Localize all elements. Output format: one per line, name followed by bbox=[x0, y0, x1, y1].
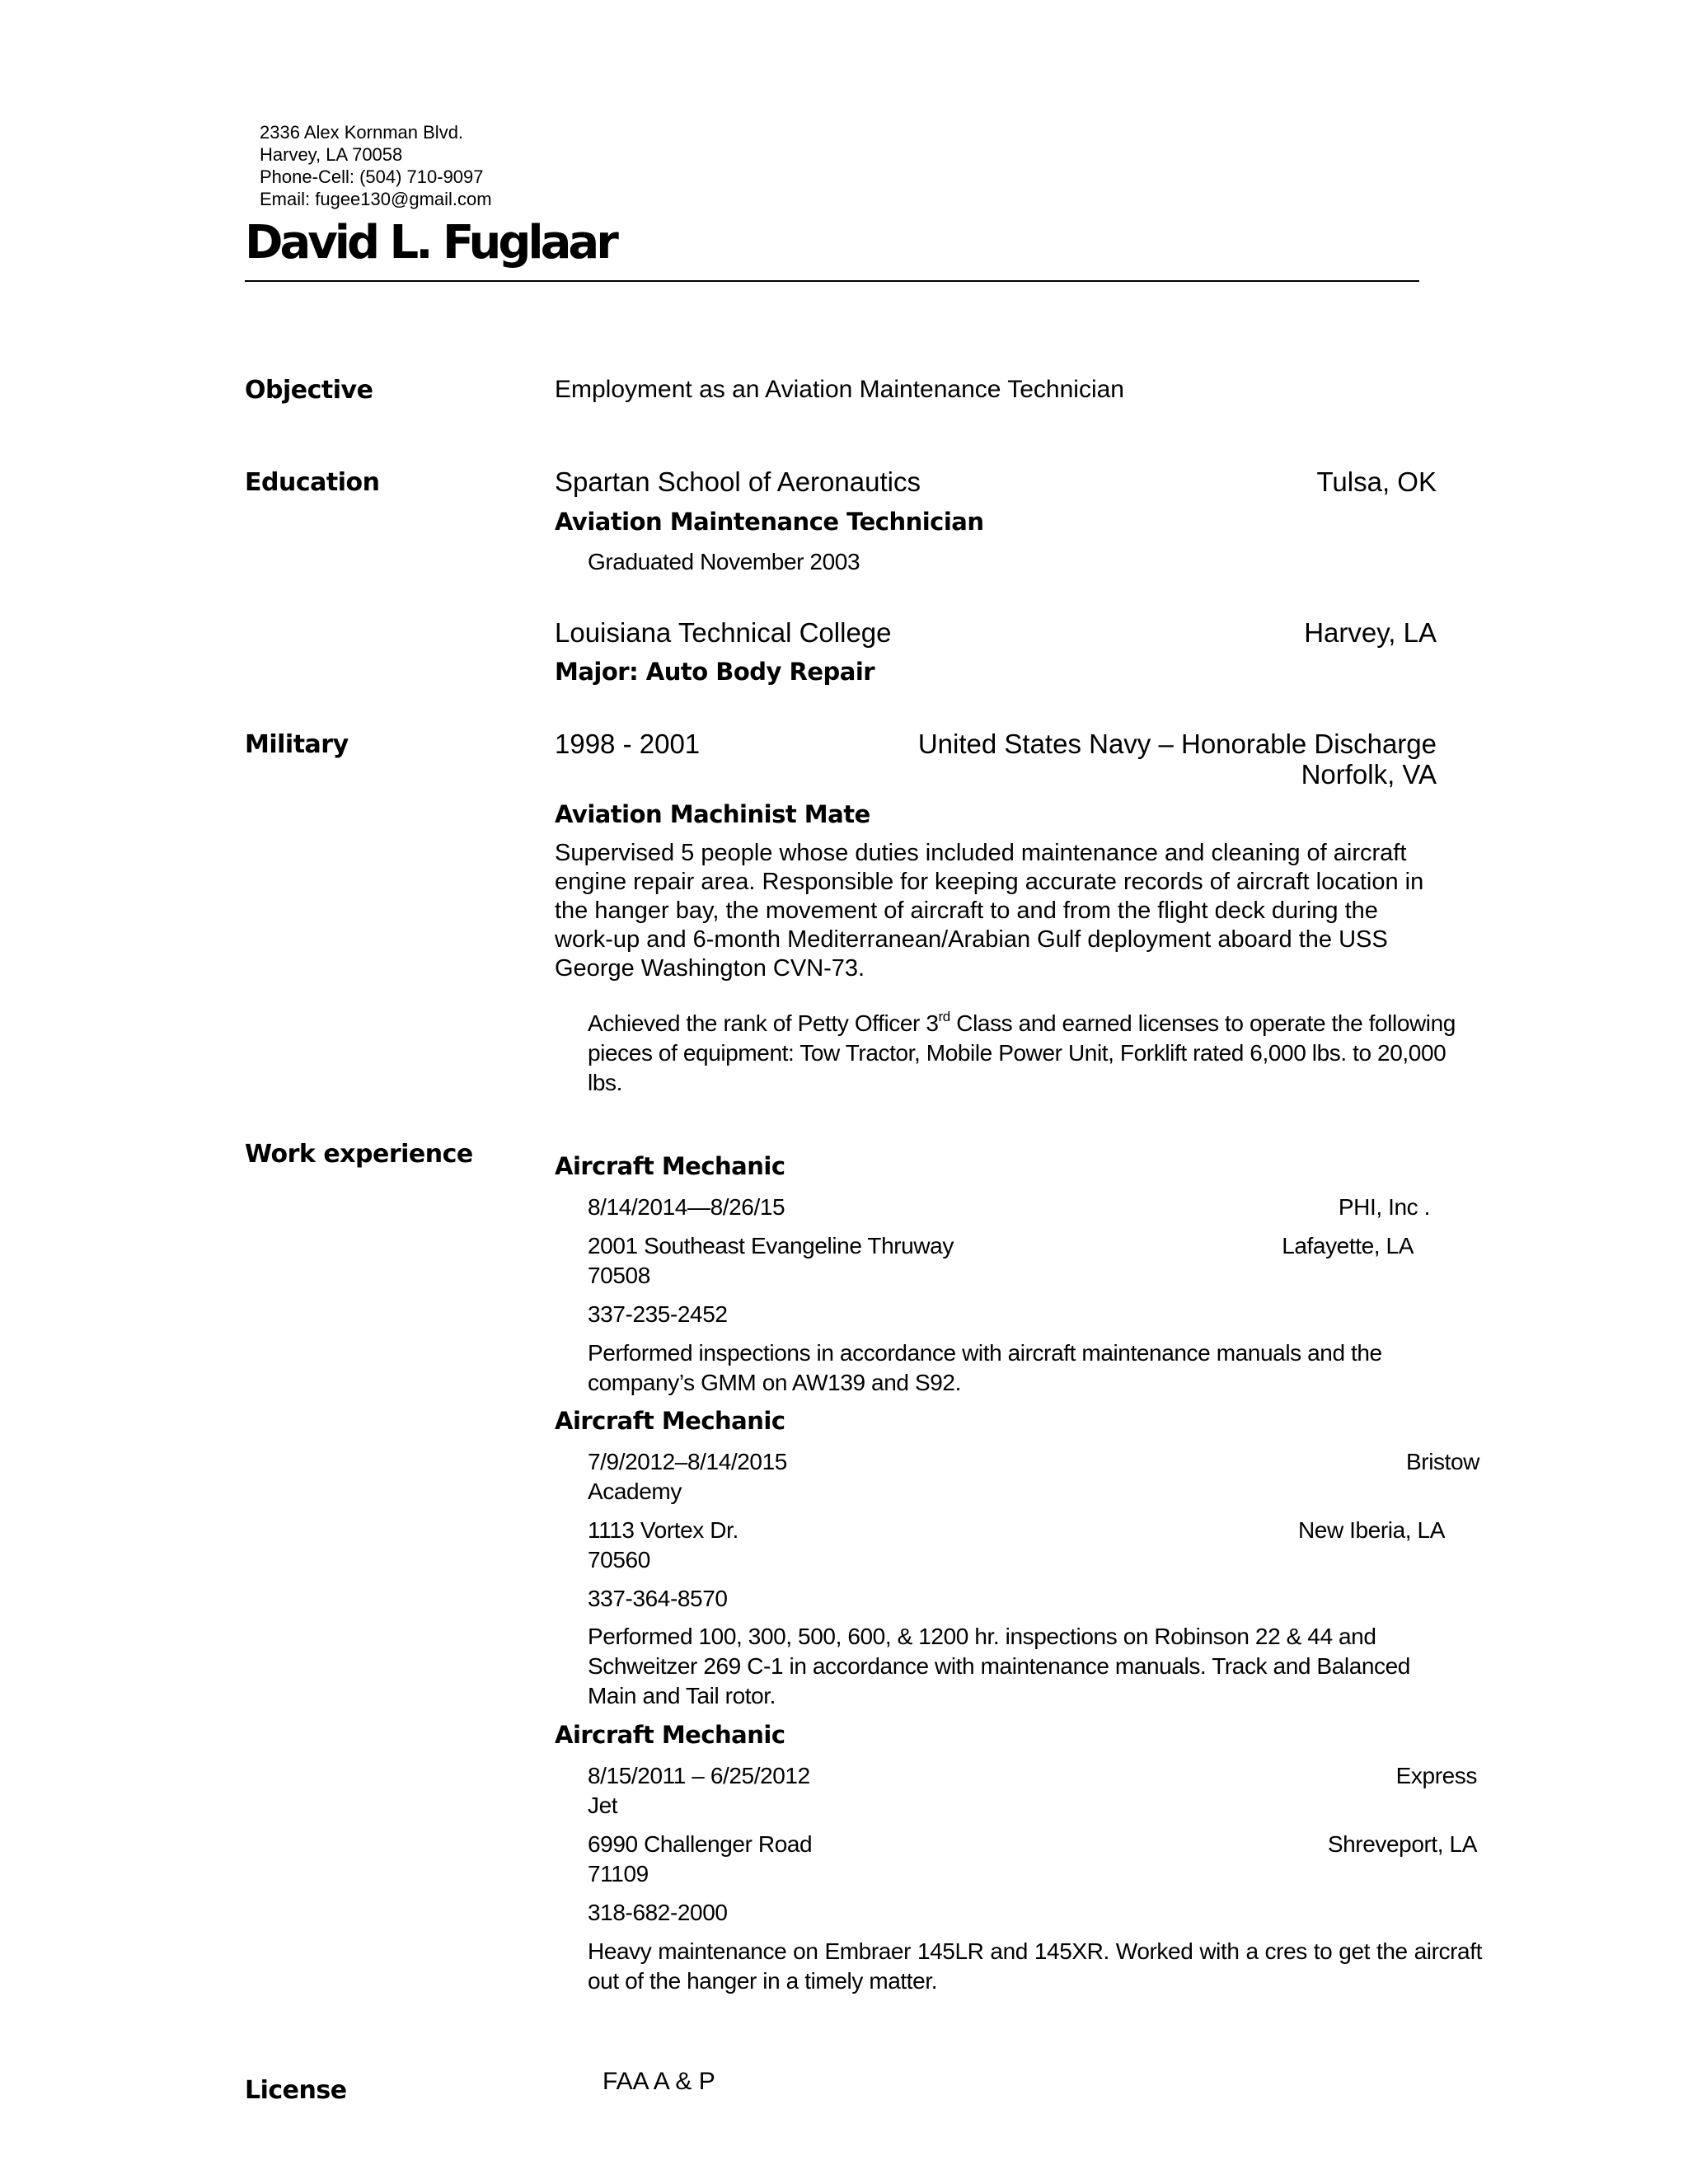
job-dates: 7/9/2012–8/14/2015 bbox=[588, 1449, 787, 1474]
license-heading: License bbox=[245, 2076, 347, 2105]
work-heading: Work experience bbox=[245, 1140, 473, 1169]
job-city: Shreveport, LA bbox=[1327, 1831, 1477, 1857]
job-company: Express bbox=[1395, 1763, 1477, 1788]
job-dates: 8/15/2011 – 6/25/2012 bbox=[588, 1763, 810, 1788]
job-zip: 71109 bbox=[588, 1861, 649, 1886]
job-company-cont: Jet bbox=[588, 1793, 618, 1818]
job-description: Heavy maintenance on Embraer 145LR and 145XR. Worked with a cres to get the aircraft out of the hanger in a timely matter. bbox=[588, 1938, 1482, 1994]
military-title: Aviation Machinist Mate bbox=[555, 800, 870, 828]
objective-text: Employment as an Aviation Maintenance Technician bbox=[555, 376, 1124, 403]
contact-address-line1: 2336 Alex Kornman Blvd. bbox=[260, 122, 464, 143]
contact-address-line2: Harvey, LA 70058 bbox=[260, 144, 403, 165]
school-location: Harvey, LA bbox=[1304, 617, 1437, 648]
military-location: Norfolk, VA bbox=[1301, 759, 1437, 790]
school-detail: Graduated November 2003 bbox=[588, 549, 860, 574]
school-location: Tulsa, OK bbox=[1316, 466, 1437, 497]
military-achievement bbox=[588, 1009, 1482, 1098]
job-description: Performed 100, 300, 500, 600, & 1200 hr. inspections on Robinson 22 & 44 and Schweitzer 269 C-1 in accordance with maintenance manuals. Track and Balanced Main and Tail rotor. bbox=[588, 1624, 1410, 1708]
job-title: Aircraft Mechanic bbox=[555, 1152, 785, 1180]
school-program: Major: Auto Body Repair bbox=[555, 658, 875, 686]
job-dates: 8/14/2014—8/26/15 bbox=[588, 1194, 785, 1220]
job-phone: 318-682-2000 bbox=[588, 1900, 728, 1925]
achievement-superscript: rd bbox=[938, 1008, 950, 1024]
license-text: FAA A & P bbox=[603, 2068, 715, 2095]
objective-heading: Objective bbox=[245, 376, 373, 405]
military-heading: Military bbox=[245, 730, 349, 759]
job-title: Aircraft Mechanic bbox=[555, 1407, 785, 1435]
achievement-text: Achieved the rank of Petty Officer 3 bbox=[588, 1010, 939, 1036]
candidate-name: David L. Fuglaar bbox=[245, 216, 616, 269]
job-company: Bristow bbox=[1406, 1449, 1479, 1474]
school-program: Aviation Maintenance Technician bbox=[555, 508, 984, 536]
job-city: New Iberia, LA bbox=[1297, 1517, 1445, 1543]
job-title: Aircraft Mechanic bbox=[555, 1721, 785, 1749]
job-company: PHI, Inc . bbox=[1338, 1194, 1430, 1220]
job-zip: 70508 bbox=[588, 1263, 650, 1288]
military-years: 1998 - 2001 bbox=[555, 729, 701, 759]
job-address: 6990 Challenger Road bbox=[588, 1831, 813, 1857]
achievement-text-cont: Class and earned licenses to operate the following pieces of equipment: Tow Tractor, Mobile Power Unit, Forklift rated 6,000 lbs. to 20,000 lbs. bbox=[588, 1010, 1456, 1095]
job-city: Lafayette, LA bbox=[1282, 1233, 1414, 1258]
military-description: Supervised 5 people whose duties included maintenance and cleaning of aircraft engine repair area. Responsible for keeping accurate records of aircraft location in the hanger bay, the movement of aircraft to and from the flight deck during the work-up and 6-month Mediterranean/Arabian Gulf deployment aboard the USS George Washington CVN-73. bbox=[555, 840, 1424, 982]
contact-email: Email: fugee130@gmail.com bbox=[260, 189, 492, 209]
job-description: Performed inspections in accordance with aircraft maintenance manuals and the company’s GMM on AW139 and S92. bbox=[588, 1340, 1382, 1395]
header-divider bbox=[245, 280, 1419, 282]
job-address: 2001 Southeast Evangeline Thruway bbox=[588, 1233, 954, 1258]
education-heading: Education bbox=[245, 468, 380, 497]
school-name: Louisiana Technical College bbox=[555, 617, 892, 648]
military-branch: United States Navy – Honorable Discharge bbox=[917, 729, 1437, 759]
job-company-cont: Academy bbox=[588, 1479, 682, 1504]
job-phone: 337-364-8570 bbox=[588, 1586, 728, 1611]
job-address: 1113 Vortex Dr. bbox=[588, 1517, 738, 1543]
job-phone: 337-235-2452 bbox=[588, 1301, 728, 1327]
school-name: Spartan School of Aeronautics bbox=[555, 466, 921, 497]
job-zip: 70560 bbox=[588, 1547, 650, 1572]
contact-phone: Phone-Cell: (504) 710-9097 bbox=[260, 166, 484, 187]
